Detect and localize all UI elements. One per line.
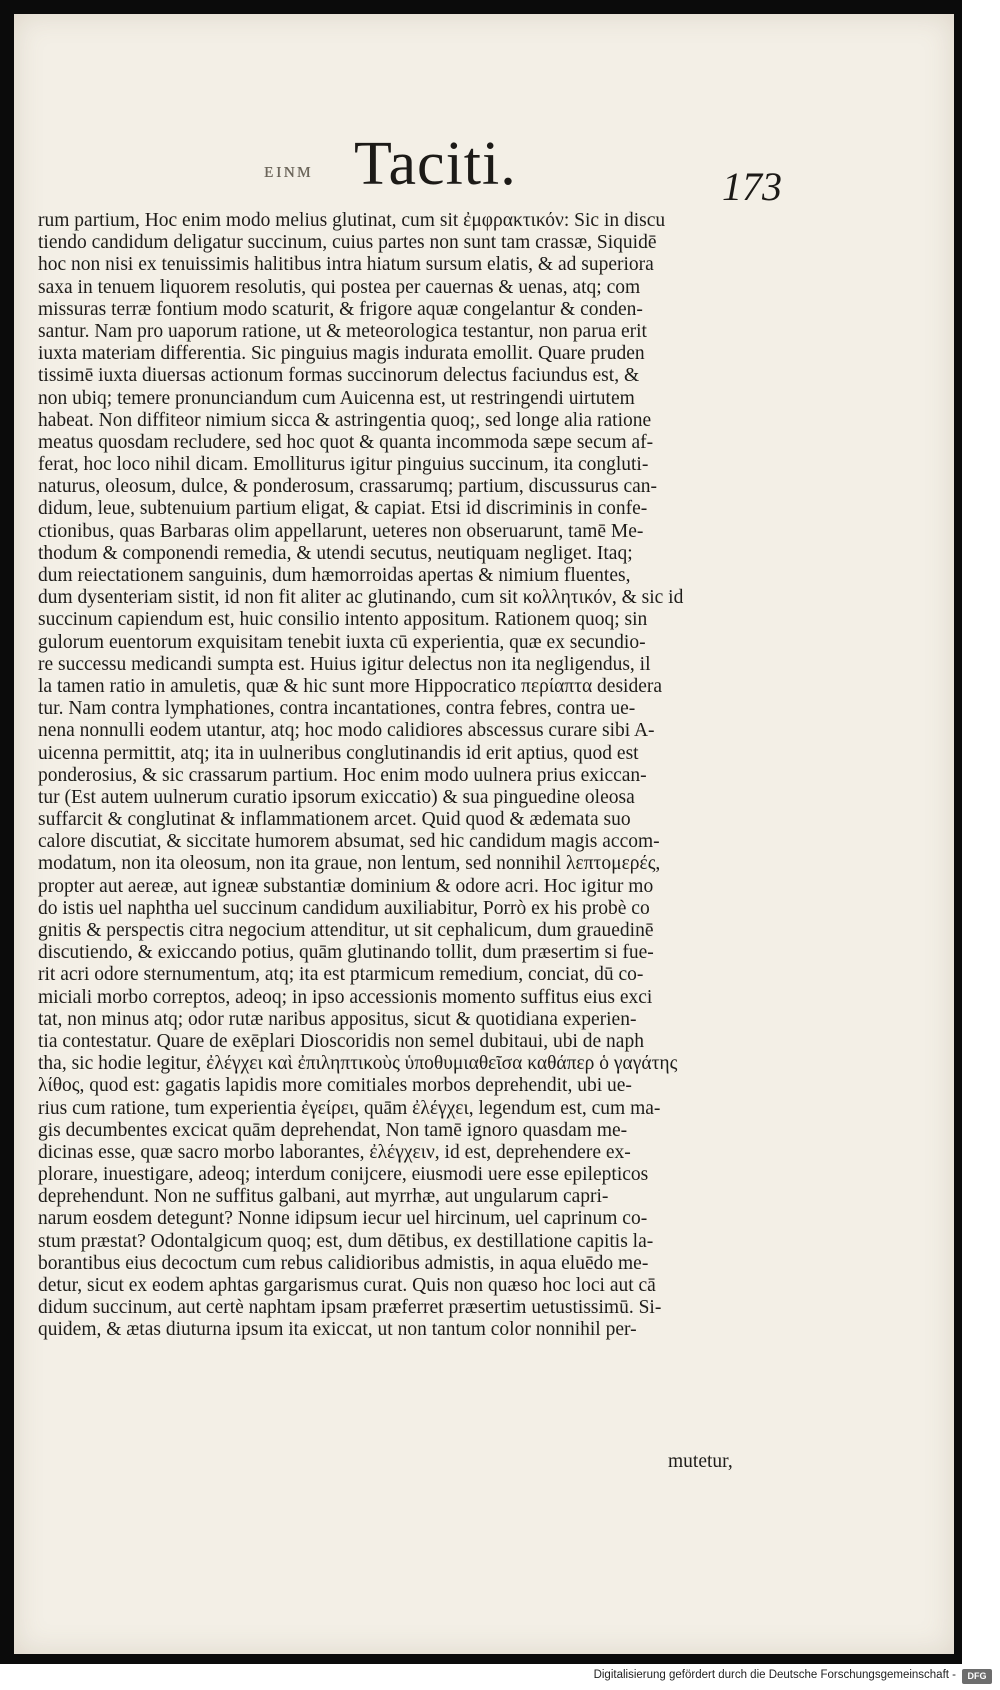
text-line: tur (Est autem uulnerum curatio ipsorum exiccatio) & sua pinguedine oleosa [38,786,635,808]
text-line: suffarcit & conglutinat & inflammationem arcet. Quid quod & ædemata suo [38,809,631,831]
text-line: tia contestatur. Quare de exēplari Dioscoridis non semel dubitaui, ubi de naph [38,1030,644,1052]
text-line: thodum & componendi remedia, & utendi secutus, neutiquam negliget. Itaq; [38,542,633,564]
text-line: do istis uel naphtha uel succinum candidum auxiliabitur, Porrò ex his probè co [38,897,650,919]
text-line: dicinas esse, quæ sacro morbo laborantes, ἐλέγχειν, id est, deprehendere ex- [38,1141,631,1163]
dfg-logo: DFG [962,1669,992,1684]
page-number: 173 [722,164,782,209]
text-line: borantibus eius decoctum cum rebus calidioribus admistis, in aqua eluēdo me- [38,1252,649,1274]
text-line: didum succinum, aut certè naphtam ipsam præferret præsertim uetustissimū. Si- [38,1297,662,1319]
text-line: modatum, non ita oleosum, non ita graue, non lentum, sed nonnihil λεπτομερές, [38,853,661,875]
text-line: ponderosius, & sic crassarum partium. Hoc enim modo uulnera prius exiccan- [38,764,647,786]
text-line: non ubiq; temere pronunciandum cum Auicenna est, ut restringendi uirtutem [38,387,635,409]
text-line: miciali morbo correptos, adeoq; in ipso accessionis momento suffitus eius exci [38,986,653,1008]
text-line: λίθος, quod est: gagatis lapidis more comitiales morbos deprehendit, ubi ue- [38,1075,632,1097]
text-line: habeat. Non diffiteor nimium sicca & astringentia quoq;, sed longe alia ratione [38,409,652,431]
book-page [14,14,954,1654]
text-line: succinum capiendum est, huic consilio intento appositum. Rationem quoq; sin [38,609,648,631]
funding-credit: Digitalisierung gefördert durch die Deutsche Forschungsgemeinschaft - [593,1669,956,1681]
catchword: mutetur, [668,1451,733,1472]
text-line: plorare, inuestigare, adeoq; interdum conijcere, eiusmodi uere esse epilepticos [38,1164,649,1186]
text-line: uicenna permittit, atq; ita in uulneribus conglutinandis id erit aptius, quod est [38,742,639,764]
text-line: saxa in tenuem liquorem resolutis, qui postea per cauernas & uenas, atq; com [38,276,641,298]
text-line: ctionibus, quas Barbaras olim appellarunt, ueteres non obseruarunt, tamē Me- [38,520,644,542]
text-line: narum eosdem detegunt? Nonne idipsum iecur uel hircinum, uel caprinum co- [38,1208,648,1230]
text-line: santur. Nam pro uaporum ratione, ut & meteorologica testantur, non parua erit [38,320,647,342]
body-text [38,210,798,1342]
text-line: gnitis & perspectis citra negocium attenditur, ut sit cephalicum, dum grauedinē [38,920,654,941]
text-line: tiendo candidum deligatur succinum, cuius partes non sunt tam crassæ, Siquidē [38,232,657,254]
text-line: missuras terræ fontium modo scaturit, & frigore aquæ congelantur & conden- [38,298,643,320]
text-line: quidem, & ætas diuturna ipsum ita exiccat, ut non tantum color nonnihil per- [38,1319,637,1341]
text-line: stum præstat? Odontalgicum quoq; est, dum dētibus, ex destillatione capitis la- [38,1230,654,1252]
text-line: rum partium, Hoc enim modo melius glutinat, cum sit ἐμφρακτικόν: Sic in discu [38,210,666,231]
text-line: rit acri odore sternumentum, atq; ita est ptarmicum remedium, conciat, dū co- [38,964,644,986]
head-ornament: ᴇɪɴᴍ [264,157,313,182]
text-line: propter aut aereæ, aut igneæ substantiæ dominium & odore acri. Hoc igitur mo [38,875,654,897]
text-line: calore discutiat, & siccitate humorem absumat, sed hic candidum magis accom- [38,831,660,853]
text-line: discutiendo, & exiccando potius, quām glutinando tollit, dum præsertim si fue- [38,942,654,964]
text-line: tissimē iuxta diuersas actionum formas succinorum delectus faciundus est, & [38,365,640,387]
text-line: tha, sic hodie legitur, ἐλέγχει καὶ ἐπιληπτικοὺς ὑποθυμιαθεῖσα καθάπερ ὁ γαγάτης [38,1053,678,1075]
text-line: re successu medicandi sumpta est. Huius igitur delectus non ita negligendus, il [38,653,651,675]
text-line: meatus quosdam recludere, sed hoc quot & quanta incommoda sæpe secum af- [38,431,654,453]
page-title: Taciti. [354,130,517,198]
text-line: iuxta materiam differentia. Sic pinguius magis indurata emollit. Quare pruden [38,343,645,365]
text-line: dum dysenteriam sistit, id non fit aliter ac glutinando, cum sit κολλητικόν, & sic id [38,587,684,609]
digitization-footer [0,1666,1000,1690]
text-line: detur, sicut ex eodem aphtas gargarismus curat. Quis non quæso hoc loci aut cā [38,1275,656,1296]
text-line: rius cum ratione, tum experientia ἐγείρει, quām ἐλέγχει, legendum est, cum ma- [38,1097,661,1119]
text-line: dum reiectationem sanguinis, dum hæmorroidas apertas & nimium fluentes, [38,565,631,586]
text-line: gis decumbentes excicat quām deprehendat, Non tamē ignoro quasdam me- [38,1119,628,1141]
text-line: la tamen ratio in amuletis, quæ & hic sunt more Hippocratico περίαπτα desidera [38,675,663,697]
text-line: tat, non minus atq; odor rutæ naribus appositus, sicut & quotidiana experien- [38,1008,637,1030]
text-line: hoc non nisi ex tenuissimis halitibus intra hiatum sursum elatis, & ad superiora [38,254,654,276]
text-line: didum, leue, subtenuium partium eligat, & capiat. Etsi id discriminis in confe- [38,498,648,520]
text-line: gulorum euentorum exquisitam tenebit iuxta cū experientia, quæ ex secundio- [38,631,646,653]
text-line: naturus, oleosum, dulce, & ponderosum, crassarumq; partium, discussurus can- [38,476,658,498]
text-line: deprehendunt. Non ne suffitus galbani, aut myrrhæ, aut ungularum capri- [38,1186,609,1208]
running-head [14,129,954,209]
text-line: nena nonnulli eodem utantur, atq; hoc modo calidiores abscessus curare sibi A- [38,720,655,742]
text-line: tur. Nam contra lymphationes, contra incantationes, contra febres, contra ue- [38,698,636,720]
text-line: ferat, hoc loco nihil dicam. Emolliturus igitur pinguius succinum, ita congluti- [38,454,649,476]
